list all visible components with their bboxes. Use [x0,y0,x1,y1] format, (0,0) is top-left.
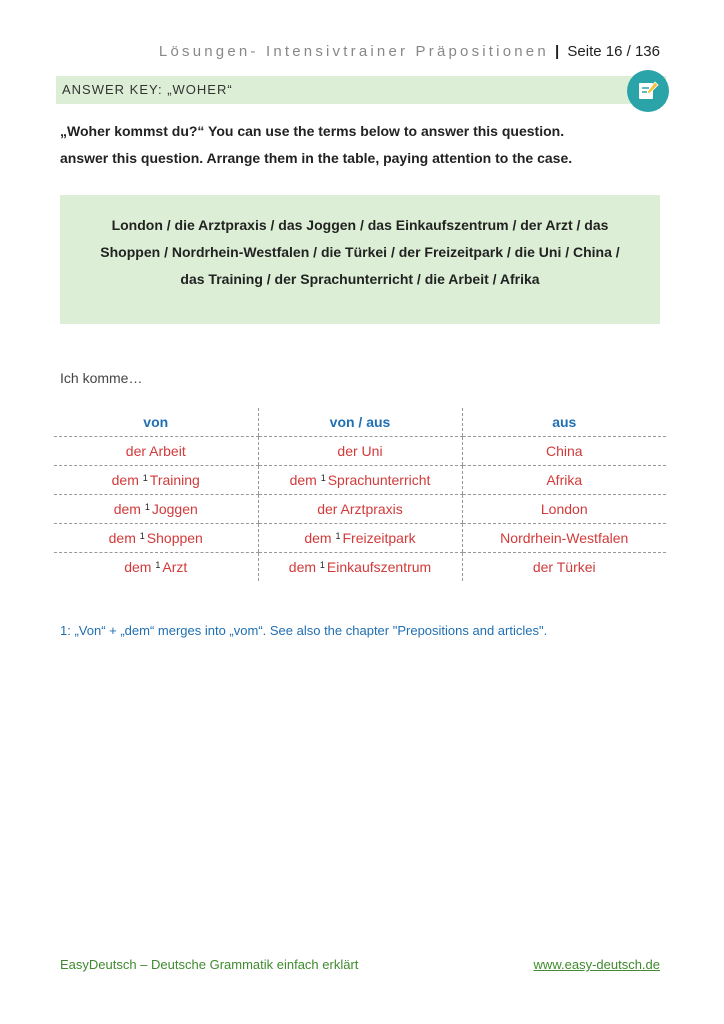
table-cell [258,553,462,582]
table-cell [462,466,666,495]
instructions [60,118,680,172]
table-row [54,437,666,466]
footnote-marker: 1 [319,560,325,570]
banner-title: ANSWER KEY: „WOHER“ [62,82,233,97]
table-cell [258,466,462,495]
footer-link[interactable]: www.easy-deutsch.de [533,957,660,972]
cell-text: Training [149,472,200,488]
column-header: von [54,408,258,437]
instruction-line-2: answer this question. Arrange them in the table, paying attention to the case. [60,150,573,166]
article-text: dem [289,472,321,488]
table-row [54,553,666,582]
footnote-marker: 1 [144,502,150,512]
footnote-marker: 1 [335,531,341,541]
terms-line-1: London / die Arztpraxis / das Joggen / das Einkaufszentrum / der Arzt / das [111,217,609,233]
document-title: Lösungen- Intensivtrainer Präpositionen [158,43,549,60]
page-header [159,43,660,60]
footnote: 1: „Von“ + „dem“ merges into „vom“. See also the chapter "Prepositions and articles". [60,623,548,638]
article-text: dem [304,530,336,546]
article-text: dem [288,559,320,575]
footer-brand: EasyDeutsch – Deutsche Grammatik einfach erklärt [60,957,359,972]
cell-text: Freizeitpark [342,530,416,546]
footnote-marker: 1 [320,473,326,483]
cell-text: der Türkei [532,559,596,575]
footnote-marker: 1 [142,473,148,483]
article-text: dem [124,559,156,575]
answer-table [54,408,666,581]
pencil-note-icon [627,70,669,112]
table-cell [54,466,258,495]
table-row [54,524,666,553]
column-header: aus [462,408,666,437]
article-text: dem [111,472,143,488]
cell-text: Nordrhein-Westfalen [500,530,629,546]
table-cell [462,524,666,553]
table-cell [462,495,666,524]
table-cell [54,437,258,466]
header-separator: | [555,43,560,60]
terms-line-3: das Training / der Sprachunterricht / die Arbeit / Afrika [180,271,540,287]
cell-text: Shoppen [146,530,203,546]
cell-text: China [545,443,583,459]
terms-box [60,195,660,324]
table-cell [54,495,258,524]
terms-line-2: Shoppen / Nordrhein-Westfalen / die Türkei / der Freizeitpark / die Uni / China / [100,244,620,260]
table-cell [258,524,462,553]
footnote-marker: 1 [155,560,161,570]
cell-text: Sprachunterricht [327,472,431,488]
table-row [54,495,666,524]
footnote-marker: 1 [139,531,145,541]
instruction-line-1: „Woher kommst du?“ You can use the terms below to answer this question. [60,123,565,139]
cell-text: der Arztpraxis [317,501,403,517]
lead-text: Ich komme… [60,370,143,386]
cell-text: London [540,501,588,517]
cell-text: der Uni [337,443,383,459]
cell-text: Einkaufszentrum [326,559,432,575]
table-cell [462,553,666,582]
cell-text: Afrika [546,472,583,488]
article-text: dem [113,501,145,517]
table-cell [462,437,666,466]
article-text: dem [108,530,140,546]
cell-text: Arzt [162,559,188,575]
table-cell [54,553,258,582]
table-cell [54,524,258,553]
column-header: von / aus [258,408,462,437]
cell-text: der Arbeit [125,443,186,459]
table-row [54,466,666,495]
cell-text: Joggen [151,501,198,517]
page-number: Seite 16 / 136 [567,43,660,60]
table-cell [258,437,462,466]
table-header-row [54,408,666,437]
table-cell [258,495,462,524]
answer-key-banner [56,76,666,104]
